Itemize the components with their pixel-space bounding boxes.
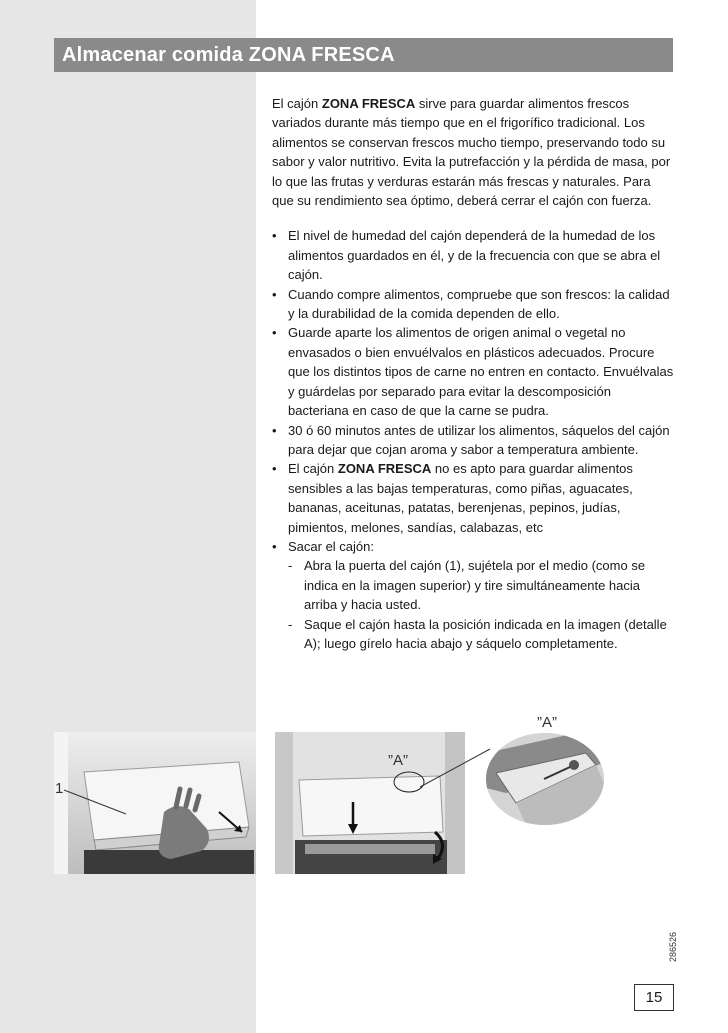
intro-paragraph: El cajón ZONA FRESCA sirve para guardar alimentos frescos variados durante más tiempo que en el frigorífico tradicional. Los alimentos se conservan frescos mucho tiempo, preservando todo su sabor y valor nutritivo. Evita la putrefacción y la pérdida de masa, por lo que las frutas y verduras estarán más frescas y naturales. Para que su rendimiento sea óptimo, deberá cerrar el cajón con fuerza. (272, 96, 671, 209)
list-item: • El cajón ZONA FRESCA no es apto para guardar alimentos sensibles a las bajas temperaturas, como piñas, aguacates, bananas, aceitunas, patatas, berenjenas, pepinos, judías, pimientos, melones, sandías, calabazas, etc (272, 461, 633, 535)
left-margin-band (0, 0, 256, 1033)
section-title: Almacenar comida ZONA FRESCA (54, 38, 673, 72)
zona-fresca-bold: ZONA FRESCA (321, 96, 416, 111)
bullet-symbol: • (272, 325, 277, 341)
page-number: 15 (634, 984, 674, 1011)
document-code: 286526 (668, 931, 678, 962)
body-text (272, 94, 674, 653)
detail-a-label-photo: ”A” (388, 752, 408, 769)
detail-a-label: ”A” (537, 714, 557, 731)
callout-line-1 (54, 780, 134, 820)
list-item: • Cuando compre alimentos, compruebe que son frescos: la calidad y la durabilidad de la comida dependen de ello. (272, 286, 670, 322)
list-item: • Guarde aparte los alimentos de origen animal o vegetal no envasados o bien envuélvalos en plásticos adecuados. Procure que los distintos tipos de carne no entren en contacto. Envuélvalas y guárdelas por separado para evitar la descomposición bacteriana en caso de que la carne se pudra. (272, 325, 674, 419)
list-item: • 30 ó 60 minutos antes de utilizar los alimentos, sáquelos del cajón para dejar que cojan aroma y sabor a temperatura ambiente. (272, 422, 670, 457)
callout-number-1: 1 (55, 780, 64, 797)
sub-list-item: - Abra la puerta del cajón (1), sujétela por el medio (como se indica en la imagen superior) y tire simultáneamente hacia arriba y hacia usted. (288, 558, 646, 613)
list-item: • El nivel de humedad del cajón dependerá de la humedad de los alimentos guardados en él, y de la frecuencia con que se abra el cajón. (272, 228, 661, 283)
list-item: • Sacar el cajón: - Abra la puerta del cajón (1), sujétela por el medio (como se indica en la imagen superior) y tire simultáneamente hacia arriba y hacia usted. - Saque el cajón hasta la posición indicada en la imagen (detalle A); luego gírelo hacia abajo y sáquelo completamente. (272, 537, 674, 653)
detail-a-image (486, 733, 604, 825)
bullet-symbol: • (272, 422, 277, 438)
bullet-symbol: • (272, 538, 277, 554)
sub-list-item: - Saque el cajón hasta la posición indicada en la imagen (detalle A); luego gírelo hacia abajo y sáquelo completamente. (288, 616, 667, 651)
dash-symbol: - (288, 558, 293, 574)
bullet-symbol: • (272, 228, 277, 244)
bullet-symbol: • (272, 461, 277, 477)
bullet-symbol: • (272, 286, 277, 302)
dash-symbol: - (288, 616, 293, 632)
sub-list (288, 556, 674, 653)
instruction-list (272, 226, 674, 653)
